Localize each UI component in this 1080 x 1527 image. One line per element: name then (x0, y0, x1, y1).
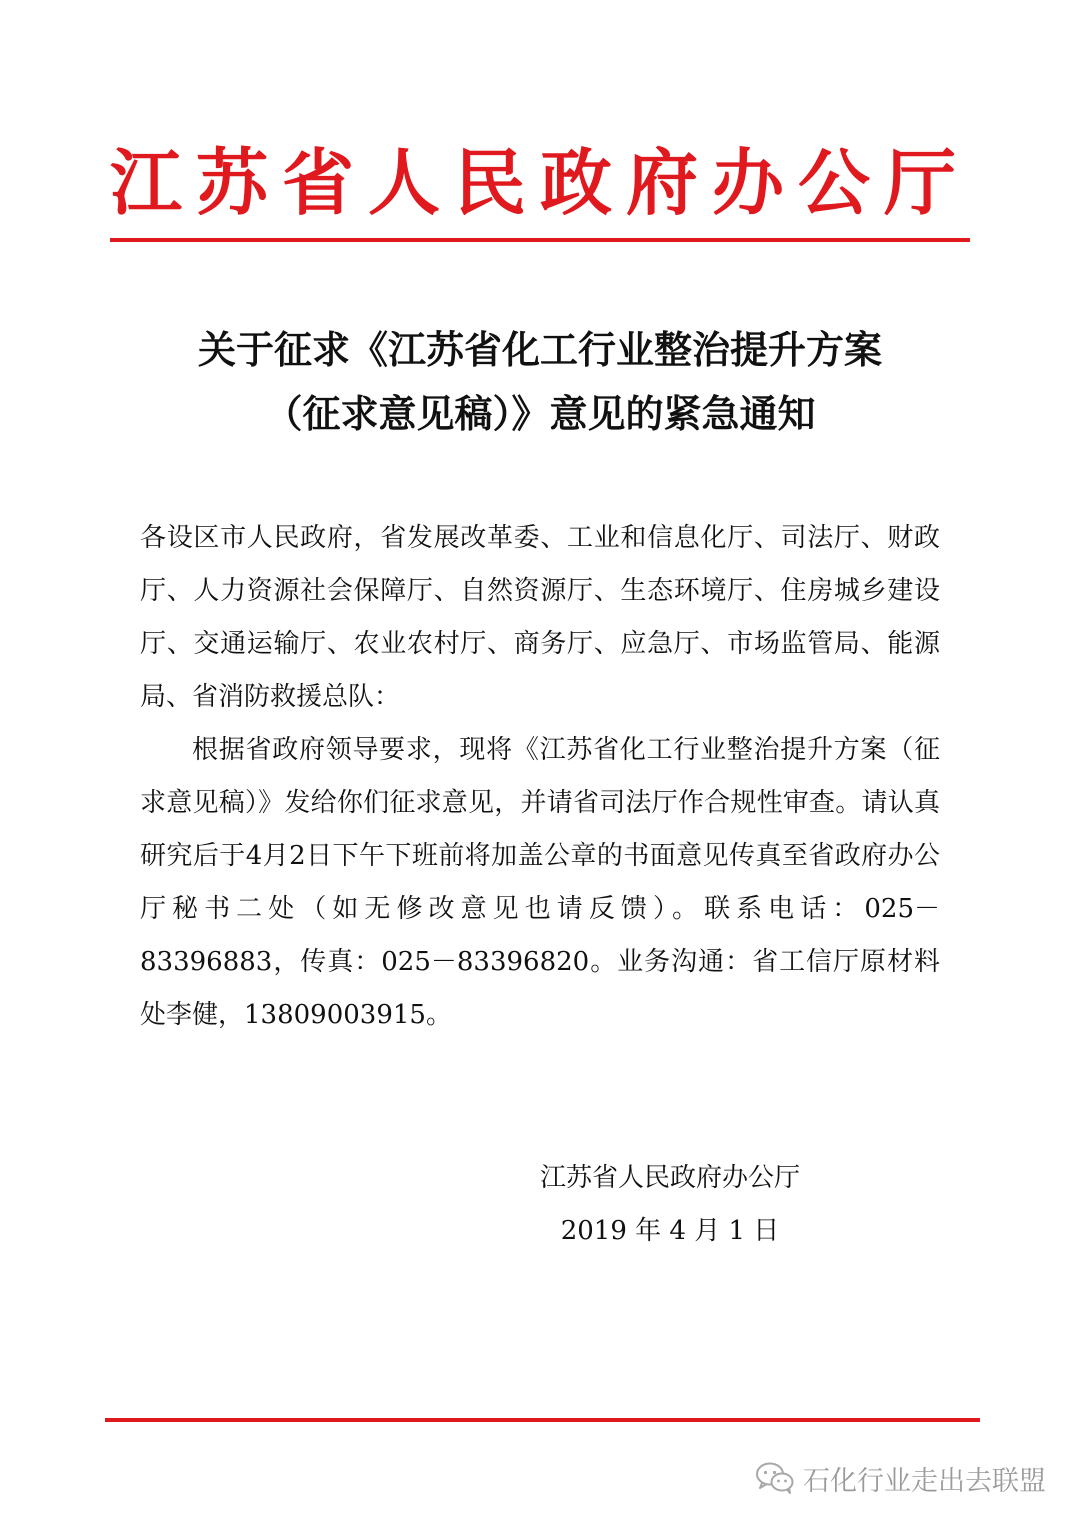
watermark-text: 石化行业走出去联盟 (803, 1465, 1046, 1497)
notice-body (140, 512, 940, 1042)
issuer-header-title: 江苏省人民政府办公厅 (110, 141, 971, 225)
footer-red-rule (105, 1418, 980, 1422)
wechat-icon (755, 1461, 795, 1495)
notice-title-line-1: 关于征求《江苏省化工行业整治提升方案 (197, 328, 882, 372)
signature-block (520, 1152, 820, 1258)
signature-issuer: 江苏省人民政府办公厅 (539, 1163, 800, 1193)
wechat-watermark (755, 1456, 1046, 1500)
main-paragraph: 根据省政府领导要求，现将《江苏省化工行业整治提升方案（征求意见稿）》发给你们征求意见，并请省司法厅作合规性审查。请认真研究后于4月2日下午下班前将加盖公章的书面意见传真至省政府办公厅秘书二处（如无修改意见也请反馈）。联系电话：025－83396883，传真：025－83396820。业务沟通：省工信厅原材料处李健，13809003915。 (140, 735, 940, 1030)
recipients-paragraph: 各设区市人民政府，省发展改革委、工业和信息化厅、司法厅、财政厅、人力资源社会保障厅、自然资源厅、生态环境厅、住房城乡建设厅、交通运输厅、农业农村厅、商务厅、应急厅、市场监管局、能源局、省消防救援总队： (140, 523, 940, 712)
header-red-rule (110, 238, 970, 242)
notice-title (80, 318, 1000, 446)
signature-date: 2019 年 4 月 1 日 (560, 1216, 780, 1246)
notice-title-line-2: （征求意见稿）》意见的紧急通知 (264, 392, 816, 436)
